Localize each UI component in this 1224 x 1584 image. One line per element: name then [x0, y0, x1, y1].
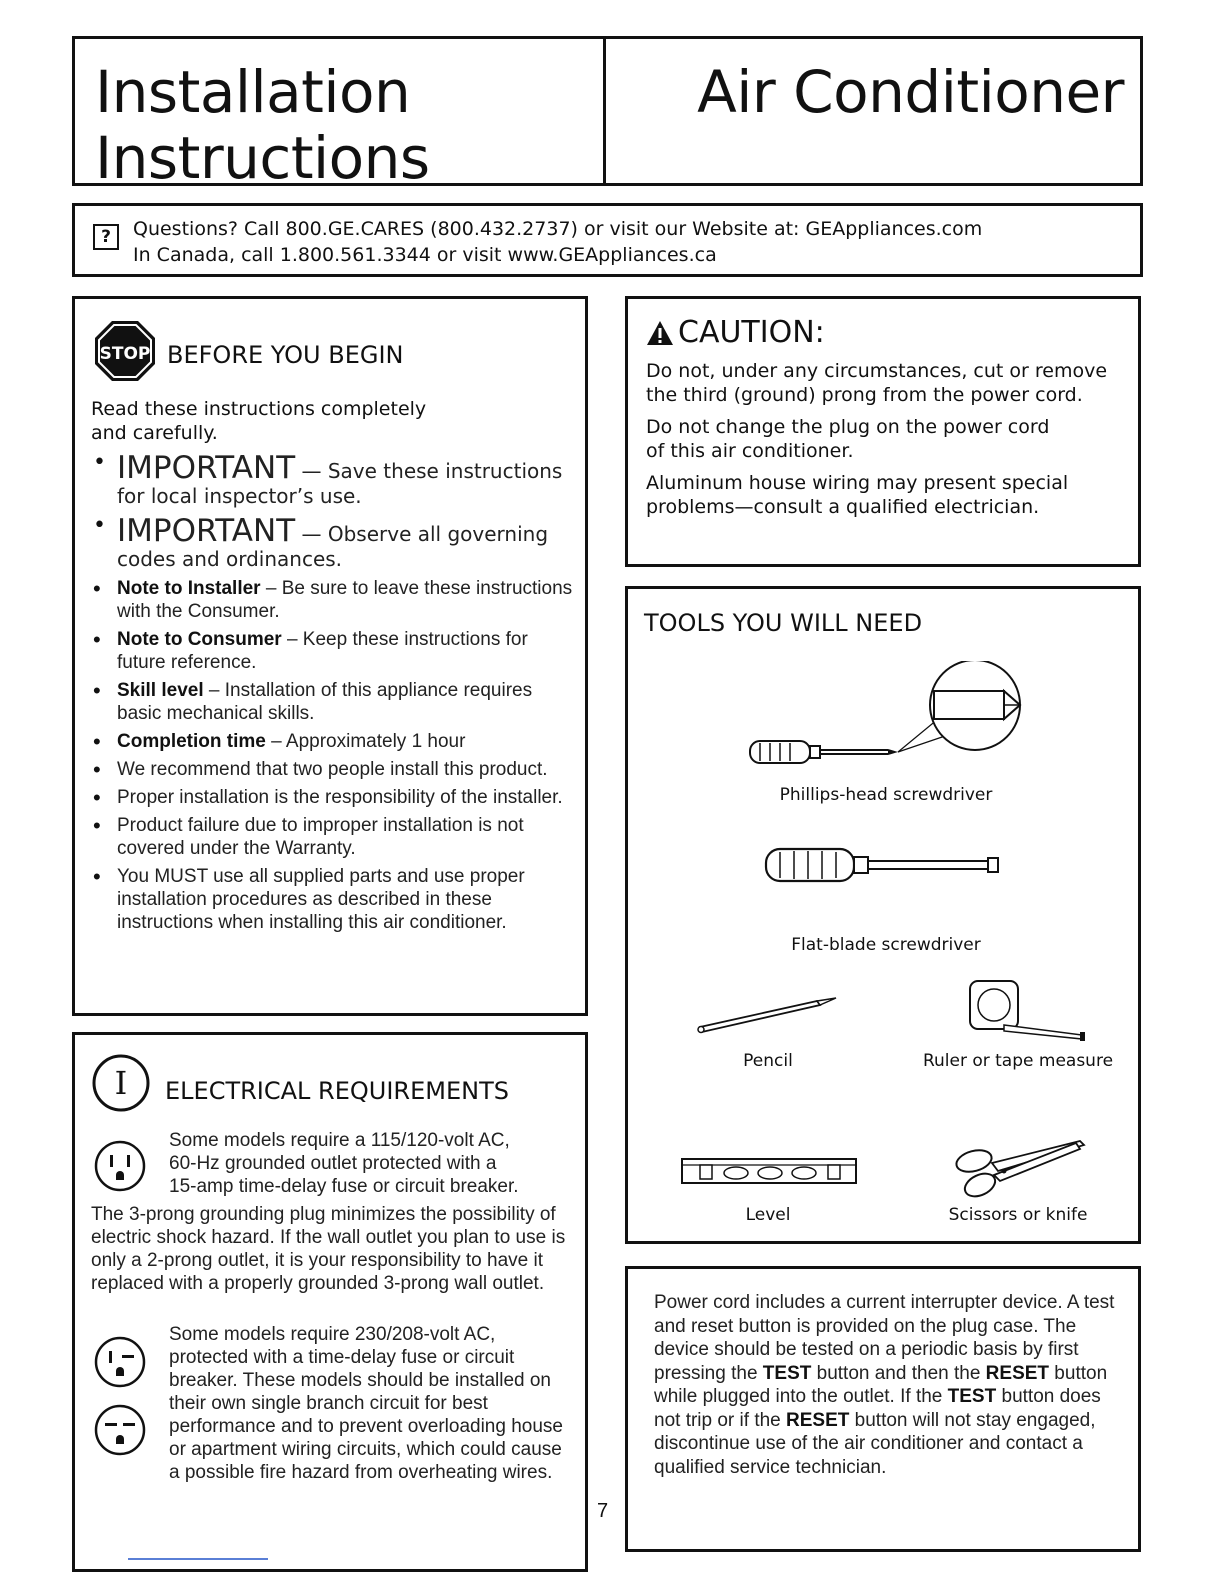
- important-item: [91, 451, 581, 508]
- electrical-paragraph-grounding: The 3-prong grounding plug minimizes the possibility of electric shock hazard. If the wall outlet you plan to use is only a 2-prong outlet, it is your responsibility to have it replaced with a properly grounded 3-prong wall outlet.: [91, 1204, 566, 1294]
- stop-sign-icon: [93, 319, 157, 383]
- item-bold: Skill level: [117, 680, 204, 701]
- tape-measure-icon: [964, 977, 1094, 1047]
- question-icon: ?: [93, 224, 119, 250]
- power-cord-text-part: button while plugged into the outlet. If the: [654, 1362, 1108, 1407]
- questions-bar: [72, 203, 1143, 277]
- tool-label-flat: Flat-blade screwdriver: [791, 935, 981, 955]
- caution-paragraph: Aluminum house wiring may present special problems—consult a qualified electrician.: [646, 472, 1069, 518]
- tool-label-scissors: Scissors or knife: [948, 1205, 1088, 1225]
- important-label: IMPORTANT: [117, 450, 296, 486]
- information-icon: [91, 1053, 151, 1113]
- outlet-208v-icon: [93, 1403, 147, 1457]
- list-item: [91, 577, 581, 623]
- tool-label-ruler: Ruler or tape measure: [922, 1051, 1114, 1071]
- electrical-paragraph-115v: [169, 1129, 579, 1198]
- caution-heading: [646, 315, 825, 350]
- power-cord-text: [654, 1291, 1124, 1479]
- important-text: — Observe all governing codes and ordinances.: [117, 522, 549, 571]
- caution-line: of this air conditioner.: [646, 440, 854, 462]
- item-text: – Be sure to leave these instructions with the Consumer.: [117, 578, 573, 622]
- intro-line: and carefully.: [91, 422, 218, 444]
- warning-triangle-icon: [646, 320, 674, 346]
- item-text: We recommend that two people install this product.: [117, 759, 548, 780]
- list-item: [91, 786, 581, 809]
- title-line-2: Instructions: [95, 124, 430, 192]
- list-item: [91, 730, 581, 753]
- section-title: BEFORE YOU BEGIN: [167, 341, 404, 369]
- tool-label-phillips: Phillips-head screwdriver: [779, 785, 993, 805]
- caution-paragraph: [646, 415, 1126, 463]
- outlet-230v-icon: [93, 1335, 147, 1389]
- caution-line: Do not change the plug on the power cord: [646, 416, 1050, 438]
- power-cord-text-part: button will not stay engaged, discontinue use of the air conditioner and contact a qualified service technician.: [654, 1409, 1096, 1478]
- electrical-line: 60-Hz grounded outlet protected with a: [169, 1153, 497, 1174]
- caution-section: [625, 296, 1141, 567]
- list-item: [91, 758, 581, 781]
- information-icon-letter: I: [114, 1064, 128, 1102]
- power-cord-text-part: button and then the: [811, 1362, 986, 1384]
- item-text: Product failure due to improper installation is not covered under the Warranty.: [117, 815, 524, 859]
- pencil-icon: [692, 989, 842, 1039]
- before-you-begin-section: [72, 296, 588, 1016]
- power-cord-text-part: Power cord includes a current interrupter device. A test and reset button is provided on the plug case. The device should be tested on a periodic basis by first pressing the: [654, 1292, 1115, 1384]
- before-list: [91, 451, 581, 939]
- power-cord-section: [625, 1266, 1141, 1552]
- questions-line-canada: In Canada, call 1.800.561.3344 or visit www.GEAppliances.ca: [133, 244, 717, 266]
- item-text: Proper installation is the responsibility of the installer.: [117, 787, 563, 808]
- electrical-line: 15-amp time-delay fuse or circuit breaker.: [169, 1176, 519, 1197]
- stop-sign-label: STOP: [99, 344, 151, 364]
- test-button-label: TEST: [947, 1386, 997, 1407]
- product-title: Air Conditioner: [697, 58, 1124, 126]
- intro-text: [91, 397, 511, 445]
- important-item: [91, 514, 581, 571]
- tool-label-level: Level: [745, 1205, 791, 1225]
- item-bold: Completion time: [117, 731, 266, 752]
- flat-screwdriver-icon: [758, 841, 1008, 891]
- reset-button-label: RESET: [985, 1362, 1050, 1384]
- section-title: ELECTRICAL REQUIREMENTS: [165, 1077, 509, 1105]
- item-bold: Note to Consumer: [117, 629, 282, 650]
- level-icon: [680, 1155, 860, 1189]
- phillips-screwdriver-icon: [738, 661, 1038, 771]
- outlet-115v-icon: [93, 1139, 147, 1193]
- footer-divider: [128, 1558, 268, 1560]
- list-item: [91, 865, 581, 934]
- section-title: TOOLS YOU WILL NEED: [644, 609, 923, 637]
- caution-title: CAUTION:: [678, 315, 825, 350]
- tool-label-pencil: Pencil: [743, 1051, 793, 1071]
- list-item: [91, 628, 581, 674]
- item-text: – Keep these instructions for future reference.: [117, 629, 528, 673]
- caution-paragraph: Do not, under any circumstances, cut or remove the third (ground) prong from the power cord.: [646, 360, 1108, 406]
- electrical-line: Some models require a 115/120-volt AC,: [169, 1130, 510, 1151]
- page-number: 7: [597, 1500, 609, 1522]
- item-text: You MUST use all supplied parts and use proper installation procedures as described in these instructions when installing this air conditioner.: [117, 866, 525, 933]
- item-text: – Installation of this appliance requires basic mechanical skills.: [117, 680, 533, 724]
- header-left-box: [72, 36, 606, 192]
- list-item: [91, 814, 581, 860]
- electrical-requirements-section: [72, 1032, 588, 1572]
- scissors-icon: [952, 1137, 1088, 1201]
- title-line-1: Installation: [95, 58, 411, 126]
- important-label: IMPORTANT: [117, 513, 296, 549]
- page-title: [95, 59, 585, 191]
- item-text: – Approximately 1 hour: [265, 731, 466, 752]
- important-text: — Save these instructions for local inspector’s use.: [117, 459, 563, 508]
- test-button-label: TEST: [762, 1362, 812, 1384]
- electrical-paragraph-230v: Some models require 230/208-volt AC, protected with a time-delay fuse or circuit breaker. These models should be installed on their own single branch circuit for best performance and to prevent overloading house or apartment wiring circuits, which could cause a possible fire hazard from overheating wires.: [169, 1324, 563, 1483]
- tools-section: [625, 586, 1141, 1244]
- list-item: [91, 679, 581, 725]
- power-cord-text-part: button does not trip or if the: [654, 1386, 1101, 1431]
- questions-line-us: Questions? Call 800.GE.CARES (800.432.2737) or visit our Website at: GEAppliances.com: [133, 218, 983, 240]
- intro-line: Read these instructions completely: [91, 398, 427, 420]
- item-bold: Note to Installer: [117, 578, 261, 599]
- header-right-box: [603, 36, 1143, 186]
- reset-button-label: RESET: [786, 1409, 850, 1431]
